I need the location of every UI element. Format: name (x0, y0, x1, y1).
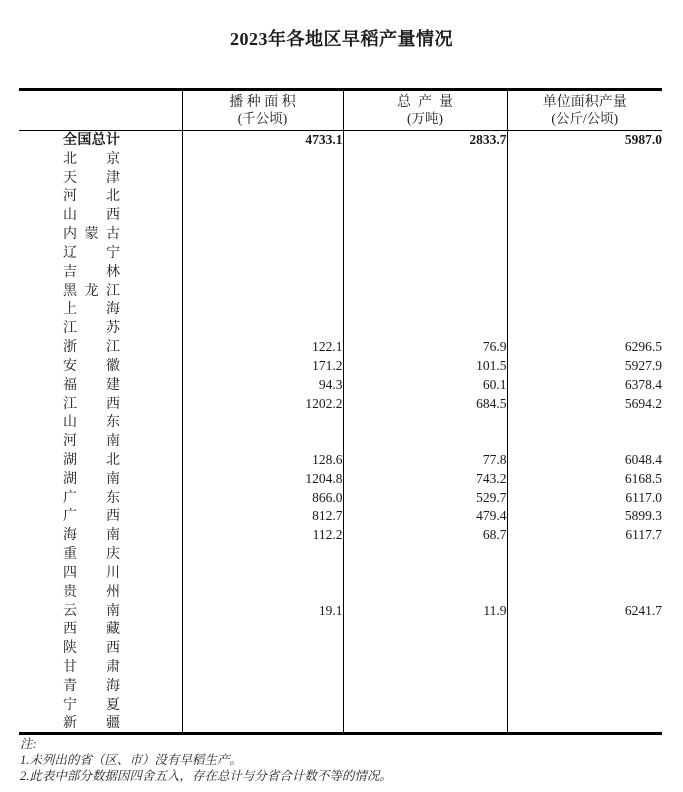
production-value (343, 564, 507, 583)
region-name: 陕西 (63, 641, 120, 657)
table-row (19, 319, 662, 338)
header-yield (507, 90, 662, 131)
sown-area-value (182, 187, 343, 206)
sown-area-value: 112.2 (182, 526, 343, 545)
table-row (19, 262, 662, 281)
sown-area-value (182, 413, 343, 432)
region-cell (19, 620, 182, 639)
region-name: 湖北 (63, 452, 120, 468)
sown-area-value: 1204.8 (182, 469, 343, 488)
region-cell (19, 281, 182, 300)
sown-area-value: 128.6 (182, 451, 343, 470)
header-sown-area (182, 90, 343, 131)
region-cell (19, 469, 182, 488)
table-row (19, 432, 662, 451)
production-value: 60.1 (343, 375, 507, 394)
region-name: 浙江 (63, 340, 120, 356)
region-name: 江西 (63, 396, 120, 412)
production-value (343, 319, 507, 338)
sown-area-value (182, 262, 343, 281)
region-cell (19, 356, 182, 375)
footnote-item: 1.未列出的省（区、市）没有早稻生产。 (20, 753, 242, 768)
production-value: 101.5 (343, 356, 507, 375)
yield-value (507, 695, 662, 714)
region-name: 甘肃 (63, 660, 120, 676)
table-row (19, 695, 662, 714)
production-value: 479.4 (343, 507, 507, 526)
region-cell (19, 262, 182, 281)
page-title: 2023年各地区早稻产量情况 (230, 29, 453, 49)
sown-area-value (182, 206, 343, 225)
yield-value: 5694.2 (507, 394, 662, 413)
sown-area-value (182, 564, 343, 583)
production-value (343, 225, 507, 244)
production-value: 77.8 (343, 451, 507, 470)
header-production-label: 总 产 量 (397, 95, 453, 110)
footnotes-list (20, 752, 660, 784)
region-name: 全国总计 (63, 133, 120, 149)
table-row (19, 300, 662, 319)
table-row (19, 206, 662, 225)
yield-value (507, 149, 662, 168)
sown-area-value (182, 639, 343, 658)
table-row (19, 564, 662, 583)
yield-value (507, 620, 662, 639)
sown-area-value (182, 225, 343, 244)
region-cell (19, 413, 182, 432)
table-row (19, 281, 662, 300)
header-yield-unit: (公斤/公顷) (551, 111, 619, 126)
table-row (19, 356, 662, 375)
yield-value (507, 243, 662, 262)
yield-value: 6378.4 (507, 375, 662, 394)
region-name: 山东 (63, 415, 120, 431)
footnote-item: 2.此表中部分数据因四舍五入，存在总计与分省合计数不等的情况。 (20, 769, 392, 784)
production-value (343, 168, 507, 187)
region-name: 广东 (63, 490, 120, 506)
sown-area-value: 94.3 (182, 375, 343, 394)
region-cell (19, 187, 182, 206)
footnotes-label: 注: (20, 737, 37, 751)
sown-area-value (182, 300, 343, 319)
region-cell (19, 131, 182, 150)
production-value (343, 677, 507, 696)
region-cell (19, 432, 182, 451)
header-production-unit: (万吨) (407, 111, 443, 126)
yield-value (507, 319, 662, 338)
production-value (343, 639, 507, 658)
region-name: 辽宁 (63, 245, 120, 261)
production-value: 68.7 (343, 526, 507, 545)
sown-area-value (182, 281, 343, 300)
region-cell (19, 451, 182, 470)
sown-area-value (182, 432, 343, 451)
region-cell (19, 564, 182, 583)
yield-value: 5927.9 (507, 356, 662, 375)
table-row (19, 243, 662, 262)
region-cell (19, 545, 182, 564)
sown-area-value: 171.2 (182, 356, 343, 375)
region-cell (19, 526, 182, 545)
production-value (343, 243, 507, 262)
table-row (19, 149, 662, 168)
sown-area-value (182, 149, 343, 168)
production-value (343, 149, 507, 168)
sown-area-value (182, 658, 343, 677)
table-row (19, 639, 662, 658)
region-cell (19, 582, 182, 601)
yield-value (507, 545, 662, 564)
sown-area-value (182, 168, 343, 187)
yield-value (507, 677, 662, 696)
yield-value (507, 582, 662, 601)
yield-value (507, 281, 662, 300)
region-name: 山西 (63, 208, 120, 224)
production-value (343, 187, 507, 206)
table-row (19, 469, 662, 488)
table-row (19, 187, 662, 206)
yield-value: 6117.7 (507, 526, 662, 545)
region-name: 广西 (63, 509, 120, 525)
sown-area-value: 122.1 (182, 338, 343, 357)
region-name: 天津 (63, 170, 120, 186)
region-name: 河南 (63, 434, 120, 450)
header-production (343, 90, 507, 131)
region-cell (19, 507, 182, 526)
production-value (343, 582, 507, 601)
region-name: 内蒙古 (63, 227, 120, 243)
header-sown-area-label: 播 种 面 积 (229, 95, 296, 110)
region-name: 吉林 (63, 264, 120, 280)
region-name: 西藏 (63, 622, 120, 638)
footnotes (20, 736, 660, 785)
yield-value: 6168.5 (507, 469, 662, 488)
header-yield-label: 单位面积产量 (542, 95, 627, 110)
yield-value: 6241.7 (507, 601, 662, 620)
yield-value: 6296.5 (507, 338, 662, 357)
production-table (19, 88, 662, 735)
region-cell (19, 319, 182, 338)
production-value: 529.7 (343, 488, 507, 507)
yield-value: 5987.0 (507, 131, 662, 150)
sown-area-value: 19.1 (182, 601, 343, 620)
sown-area-value (182, 714, 343, 734)
sown-area-value (182, 695, 343, 714)
region-cell (19, 658, 182, 677)
production-value (343, 300, 507, 319)
region-name: 宁夏 (63, 697, 120, 713)
region-name: 云南 (63, 603, 120, 619)
yield-value (507, 300, 662, 319)
region-cell (19, 639, 182, 658)
region-name: 重庆 (63, 547, 120, 563)
sown-area-value (182, 582, 343, 601)
sown-area-value: 812.7 (182, 507, 343, 526)
region-name: 福建 (63, 377, 120, 393)
region-cell (19, 394, 182, 413)
table-row (19, 582, 662, 601)
sown-area-value (182, 545, 343, 564)
yield-value: 6117.0 (507, 488, 662, 507)
region-name: 北京 (63, 151, 120, 167)
yield-value (507, 658, 662, 677)
table-row (19, 601, 662, 620)
table-row (19, 394, 662, 413)
region-cell (19, 300, 182, 319)
yield-value: 5899.3 (507, 507, 662, 526)
production-value (343, 695, 507, 714)
region-cell (19, 677, 182, 696)
region-name: 河北 (63, 189, 120, 205)
region-name: 青海 (63, 678, 120, 694)
region-cell (19, 601, 182, 620)
production-value (343, 262, 507, 281)
yield-value (507, 714, 662, 734)
region-name: 江苏 (63, 321, 120, 337)
production-value: 76.9 (343, 338, 507, 357)
table-row (19, 375, 662, 394)
sown-area-value: 1202.2 (182, 394, 343, 413)
yield-value (507, 168, 662, 187)
region-cell (19, 206, 182, 225)
sown-area-value: 4733.1 (182, 131, 343, 150)
region-name: 海南 (63, 528, 120, 544)
production-value (343, 281, 507, 300)
production-value (343, 620, 507, 639)
yield-value (507, 639, 662, 658)
yield-value (507, 187, 662, 206)
region-cell (19, 149, 182, 168)
production-value (343, 413, 507, 432)
region-cell (19, 375, 182, 394)
region-name: 上海 (63, 302, 120, 318)
sown-area-value (182, 620, 343, 639)
production-value (343, 206, 507, 225)
region-name: 黑龙江 (63, 283, 120, 299)
production-value: 11.9 (343, 601, 507, 620)
table-row (19, 658, 662, 677)
table-row (19, 451, 662, 470)
region-cell (19, 714, 182, 734)
region-name: 安徽 (63, 358, 120, 374)
region-name: 湖南 (63, 471, 120, 487)
header-sown-area-unit: (千公顷) (237, 111, 288, 126)
region-name: 新疆 (63, 716, 120, 732)
sown-area-value (182, 677, 343, 696)
table-row (19, 507, 662, 526)
table-row (19, 225, 662, 244)
sown-area-value: 866.0 (182, 488, 343, 507)
table-row (19, 488, 662, 507)
production-value (343, 658, 507, 677)
yield-value: 6048.4 (507, 451, 662, 470)
production-value (343, 545, 507, 564)
yield-value (507, 206, 662, 225)
table-container (19, 88, 662, 735)
sown-area-value (182, 243, 343, 262)
production-value: 2833.7 (343, 131, 507, 150)
yield-value (507, 432, 662, 451)
table-row (19, 677, 662, 696)
region-cell (19, 488, 182, 507)
production-value: 743.2 (343, 469, 507, 488)
table-row (19, 545, 662, 564)
region-cell (19, 225, 182, 244)
region-name: 贵州 (63, 584, 120, 600)
table-row (19, 168, 662, 187)
production-value (343, 714, 507, 734)
table-row (19, 620, 662, 639)
region-name: 四川 (63, 565, 120, 581)
yield-value (507, 225, 662, 244)
header-row (19, 90, 662, 131)
table-row (19, 413, 662, 432)
region-cell (19, 168, 182, 187)
table-row (19, 131, 662, 150)
header-region (19, 90, 182, 131)
yield-value (507, 262, 662, 281)
production-value: 684.5 (343, 394, 507, 413)
table-row (19, 714, 662, 734)
table-row (19, 338, 662, 357)
table-row (19, 526, 662, 545)
region-cell (19, 243, 182, 262)
yield-value (507, 413, 662, 432)
region-cell (19, 695, 182, 714)
yield-value (507, 564, 662, 583)
region-cell (19, 338, 182, 357)
sown-area-value (182, 319, 343, 338)
production-value (343, 432, 507, 451)
